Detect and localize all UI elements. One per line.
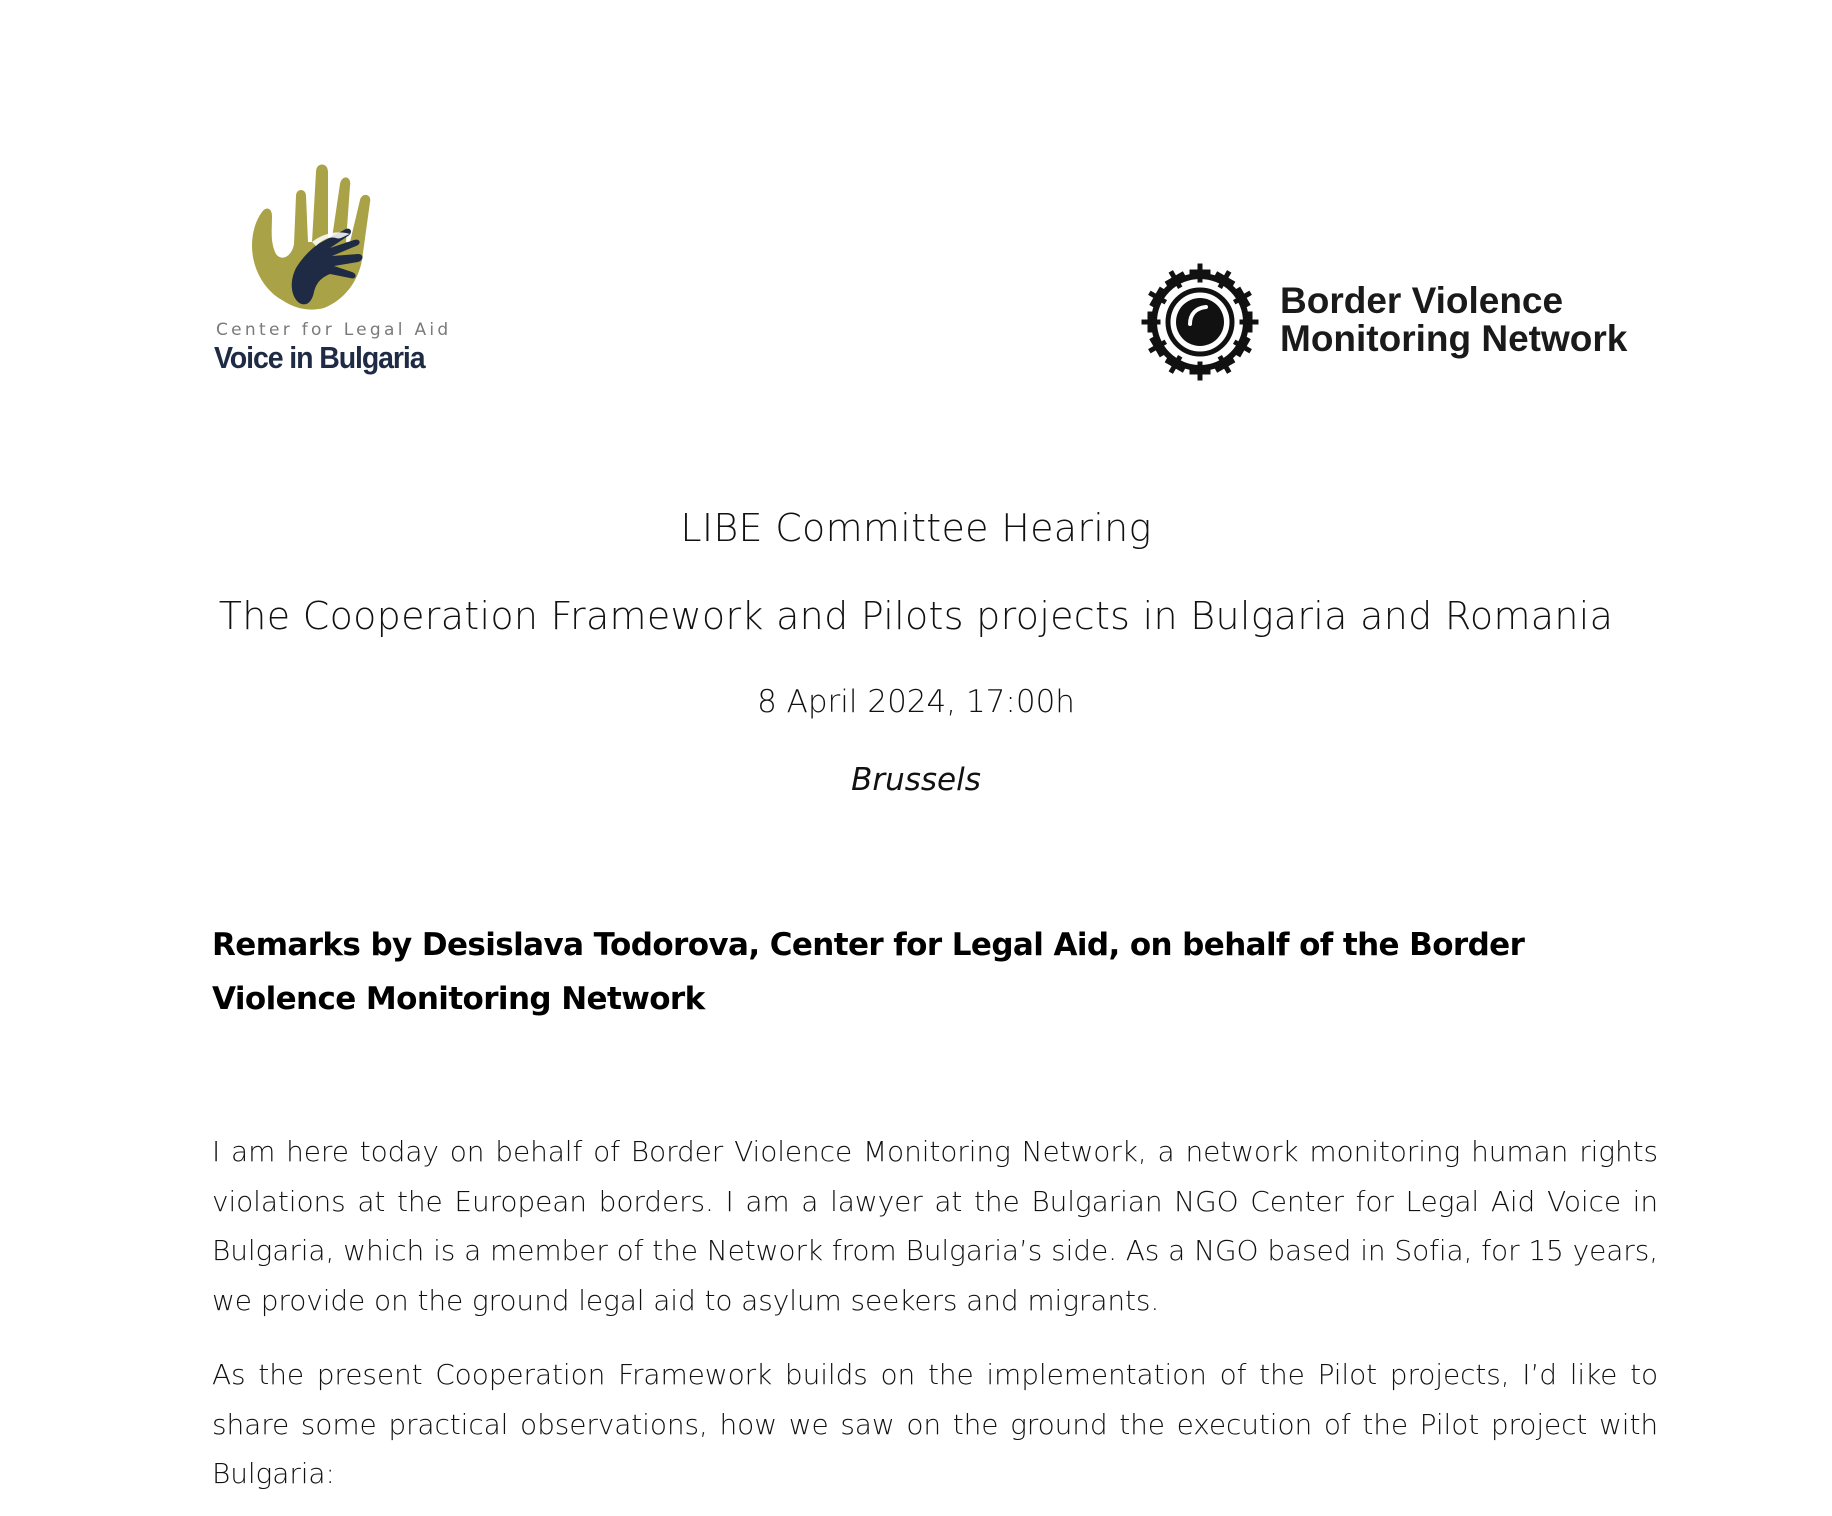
body-paragraph: I am here today on behalf of Border Violence Monitoring Network, a network monitoring human rights violations at the European borders. I am a lawyer at the Bulgarian NGO Center for Legal Aid Voice in Bulgaria, which is a member of the Network from Bulgaria’s side. As a NGO based in Sofia, for 15 years, we provide on the ground legal aid to asylum seekers and migrants. bbox=[212, 1135, 1658, 1317]
barbed-wire-camera-icon bbox=[1140, 262, 1260, 382]
event-title: The Cooperation Framework and Pilots projects in Bulgaria and Romania bbox=[218, 594, 1614, 638]
event-date: 8 April 2024, 17:00h bbox=[757, 684, 1075, 720]
logo-voice-in-bulgaria bbox=[212, 150, 452, 380]
hearing-title: LIBE Committee Hearing bbox=[680, 506, 1152, 550]
logo-title-line2: Monitoring Network bbox=[1280, 318, 1628, 359]
remarks-heading: Remarks by Desislava Todorova, Center for Legal Aid, on behalf of the Border Violence Monitoring Network bbox=[212, 927, 1525, 1017]
event-place: Brussels bbox=[851, 762, 981, 798]
hands-icon bbox=[212, 150, 432, 325]
logo-caption: Center for Legal Aid bbox=[216, 320, 452, 340]
logo-name: Voice in Bulgaria bbox=[214, 340, 425, 375]
logo-title-line1: Border Violence bbox=[1280, 280, 1564, 321]
logo-bvmn bbox=[1140, 262, 1660, 382]
body-paragraph: As the present Cooperation Framework builds on the implementation of the Pilot projects, I’d like to share some practical observations, how we saw on the ground the execution of the Pilot project with Bulgaria: bbox=[212, 1358, 1658, 1490]
